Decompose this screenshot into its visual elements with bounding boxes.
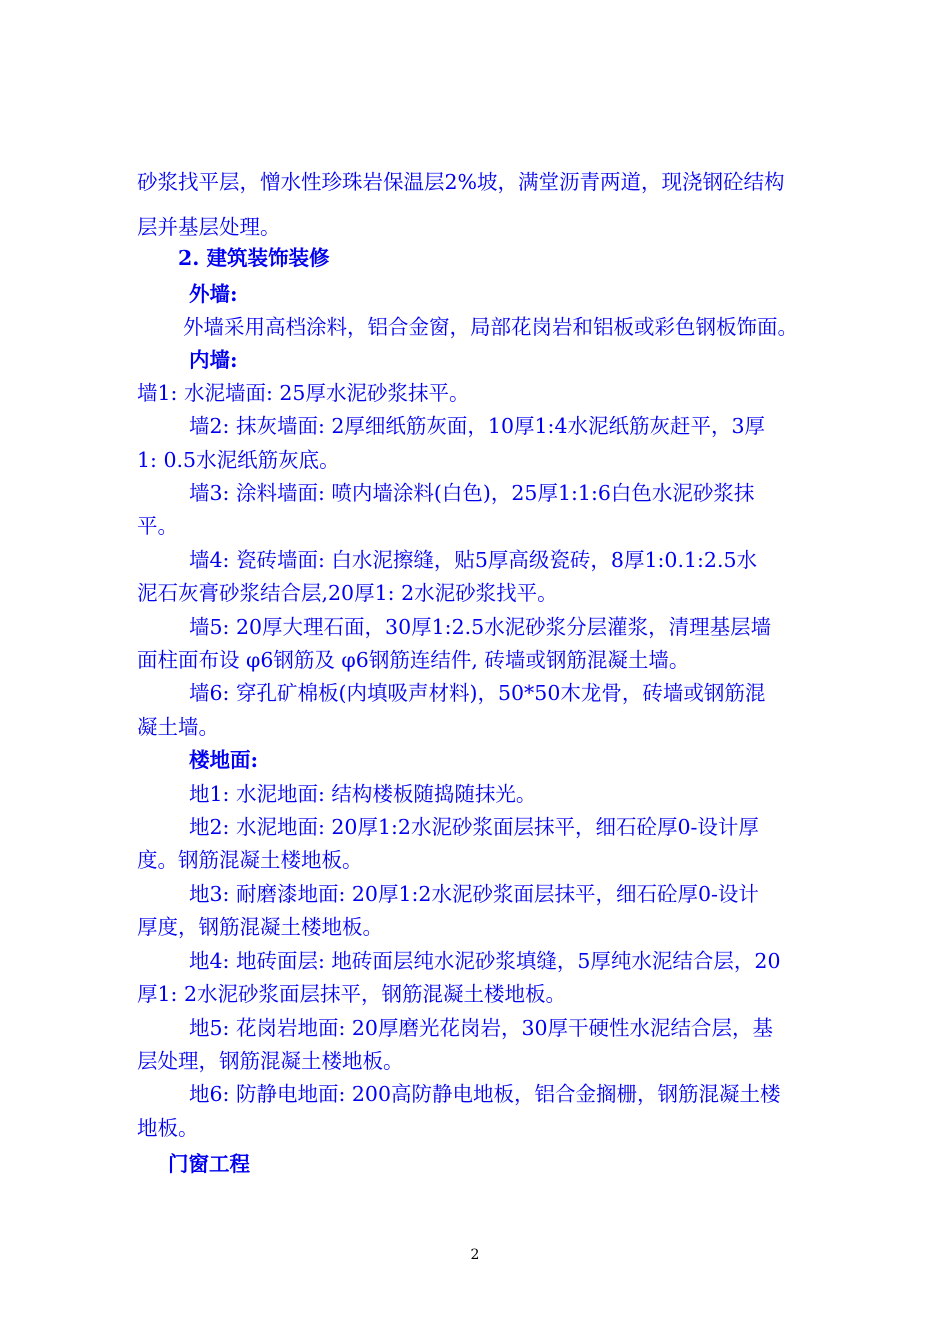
floor-4-line-2: 厚1: 2水泥砂浆面层抹平，钢筋混凝土楼地板。 [137, 982, 567, 1006]
wall-3-line-1: 墙3: 涂料墙面: 喷内墙涂料(白色)，25厚1:1:6白色水泥砂浆抹 [189, 481, 755, 505]
exterior-wall-heading: 外墙: [189, 282, 238, 306]
exterior-wall-text: 外墙采用高档涂料，铝合金窗，局部花岗岩和铝板或彩色钢板饰面。 [183, 315, 798, 339]
floor-2-line-2: 度。钢筋混凝土楼地板。 [137, 848, 363, 872]
wall-5-line-1: 墙5: 20厚大理石面，30厚1:2.5水泥砂浆分层灌浆，清理基层墙 [189, 615, 772, 639]
floor-5-line-2: 层处理，钢筋混凝土楼地板。 [137, 1049, 404, 1073]
wall-2-line-2: 1: 0.5水泥纸筋灰底。 [137, 448, 340, 472]
floor-4-line-1: 地4: 地砖面层: 地砖面层纯水泥砂浆填缝，5厚纯水泥结合层，20 [189, 949, 781, 973]
wall-1-text: 墙1: 水泥墙面: 25厚水泥砂浆抹平。 [137, 381, 470, 405]
floor-2-line-1: 地2: 水泥地面: 20厚1:2水泥砂浆面层抹平，细石砼厚0-设计厚 [189, 815, 759, 839]
wall-2-line-1: 墙2: 抹灰墙面: 2厚细纸筋灰面，10厚1:4水泥纸筋灰赶平，3厚 [189, 414, 766, 438]
wall-5-line-2: 面柱面布设 φ6钢筋及 φ6钢筋连结件, 砖墙或钢筋混凝土墙。 [137, 648, 690, 672]
floor-heading: 楼地面: [189, 748, 259, 772]
wall-4-line-2: 泥石灰膏砂浆结合层,20厚1: 2水泥砂浆找平。 [137, 581, 558, 605]
paragraph-line: 砂浆找平层，憎水性珍珠岩保温层2%坡，满堂沥青两道，现浇钢砼结构 [137, 170, 785, 194]
wall-6-line-2: 凝土墙。 [137, 715, 219, 739]
interior-wall-heading: 内墙: [189, 348, 238, 372]
floor-1-text: 地1: 水泥地面: 结构楼板随捣随抹光。 [189, 782, 537, 806]
wall-3-line-2: 平。 [137, 514, 178, 538]
doors-windows-heading: 门窗工程 [168, 1152, 250, 1176]
page-number: 2 [470, 1247, 480, 1263]
floor-3-line-1: 地3: 耐磨漆地面: 20厚1:2水泥砂浆面层抹平，细石砼厚0-设计 [189, 882, 759, 906]
section-heading: 2. 建筑装饰装修 [178, 246, 330, 270]
paragraph-line: 层并基层处理。 [137, 215, 281, 239]
wall-6-line-1: 墙6: 穿孔矿棉板(内填吸声材料)，50*50木龙骨，砖墙或钢筋混 [189, 681, 766, 705]
floor-3-line-2: 厚度，钢筋混凝土楼地板。 [137, 915, 383, 939]
floor-5-line-1: 地5: 花岗岩地面: 20厚磨光花岗岩，30厚干硬性水泥结合层，基 [189, 1016, 774, 1040]
wall-4-line-1: 墙4: 瓷砖墙面: 白水泥擦缝，贴5厚高级瓷砖，8厚1:0.1:2.5水 [189, 548, 758, 572]
floor-6-line-2: 地板。 [137, 1116, 199, 1140]
floor-6-line-1: 地6: 防静电地面: 200高防静电地板，铝合金搁栅，钢筋混凝土楼 [189, 1082, 781, 1106]
